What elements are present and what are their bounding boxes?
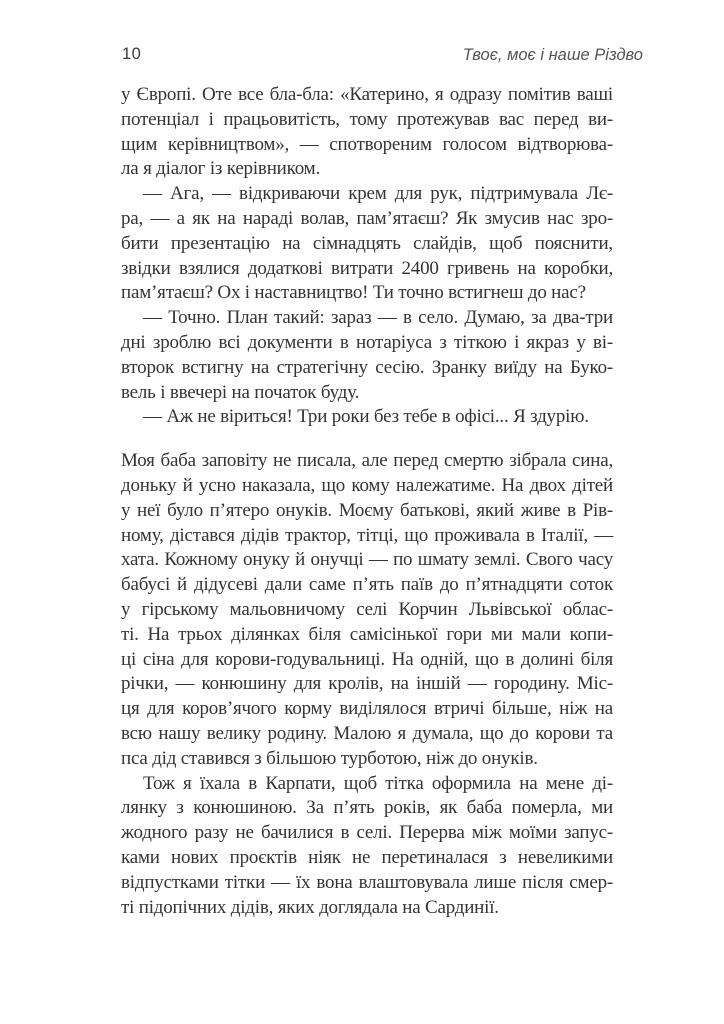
- text-line: бити презентацію на сімнадцять слайдів, щоб пояснити,: [121, 232, 613, 254]
- paragraph: [121, 182, 613, 306]
- text-line: потенціал і працьовитість, тому протежував вас перед ви-: [121, 108, 613, 130]
- text-line: річки, — конюшину для кролів, на іншій — городину. Міс-: [121, 673, 613, 695]
- text-line: ками нових проєктів ніяк не перетиналася з невеликими: [121, 846, 613, 868]
- text-line: дні зроблю всі документи в нотаріуса з тіткою і якраз у ві-: [121, 331, 613, 353]
- text-line: хата. Кожному онуку й онучці — по шмату землі. Свого часу: [121, 549, 613, 571]
- paragraph: [121, 306, 613, 405]
- text-line: звідки взялися додаткові витрати 2400 гривень на коробки,: [121, 257, 613, 279]
- text-line: — Ага, — відкриваючи крем для рук, підтримувала Лє-: [143, 183, 613, 205]
- text-line: пам’ятаєш? Ох і наставництво! Ти точно встигнеш до нас?: [121, 282, 586, 304]
- text-line: у Європі. Оте все бла-бла: «Катерино, я одразу помітив ваші: [121, 84, 613, 105]
- text-line: щим керівництвом», — спотвореним голосом відтворюва-: [121, 133, 613, 155]
- text-line: ра, — а як на нараді волав, пам’ятаєш? Як змусив нас зро-: [121, 207, 613, 229]
- text-line: — Аж не віриться! Три роки без тебе в офісі... Я здурію.: [143, 406, 589, 428]
- page-number: 10: [122, 45, 142, 63]
- text-line: вель і ввечері на початок буду.: [121, 381, 360, 403]
- text-line: второк встигну на стратегічну сесію. Зранку виїду на Буко-: [121, 356, 613, 378]
- running-head-title: Твоє, моє і наше Різдво: [462, 46, 643, 64]
- body-text-block: [121, 83, 613, 920]
- text-line: всю нашу велику родину. Малою я думала, що до корови та: [121, 722, 613, 744]
- text-line: ті. На трьох ділянках біля самісінької гори ми мали копи-: [121, 623, 613, 645]
- text-line: ці сіна для корови-годувальниці. На одній, що в долині біля: [121, 648, 613, 670]
- text-line: доньку й усно наказала, що кому належатиме. На двох дітей: [121, 474, 613, 496]
- text-line: лянку з конюшиною. За п’ять років, як баба померла, ми: [121, 797, 613, 819]
- text-line: Моя баба заповіту не писала, але перед смертю зібрала сина,: [121, 450, 613, 472]
- paragraph: [121, 772, 613, 921]
- paragraph: [121, 405, 613, 430]
- text-line: у неї було п’ятеро онуків. Моєму батькові, який живе в Рів-: [121, 499, 613, 521]
- text-line: пса дід ставився з більшою турботою, ніж до онуків.: [121, 747, 538, 769]
- text-line: — Точно. План такий: зараз — в село. Думаю, за два-три: [143, 307, 613, 329]
- text-line: відпустками тітки — їх вона влаштовувала лише після смер-: [121, 871, 613, 893]
- text-line: бабусі й дідусеві дали саме п’ять паїв до п’ятнадцяти соток: [121, 574, 613, 596]
- paragraph: [121, 83, 613, 182]
- text-line: ті підопічних дідів, яких доглядала на Сардинії.: [121, 896, 499, 918]
- text-line: ла я діалог із керівником.: [121, 158, 321, 180]
- paragraph: [121, 449, 613, 771]
- text-line: ця для коров’ячого корму виділялося втричі більше, ніж на: [121, 698, 613, 720]
- text-line: у гірському мальовничому селі Корчин Львівської облас-: [121, 598, 613, 620]
- text-line: Тож я їхала в Карпати, щоб тітка оформила на мене ді-: [143, 772, 613, 794]
- text-line: ному, дістався дідів трактор, тітці, що проживала в Італії, —: [121, 524, 613, 546]
- text-line: жодного разу не бачилися в селі. Перерва між моїми запус-: [121, 822, 613, 844]
